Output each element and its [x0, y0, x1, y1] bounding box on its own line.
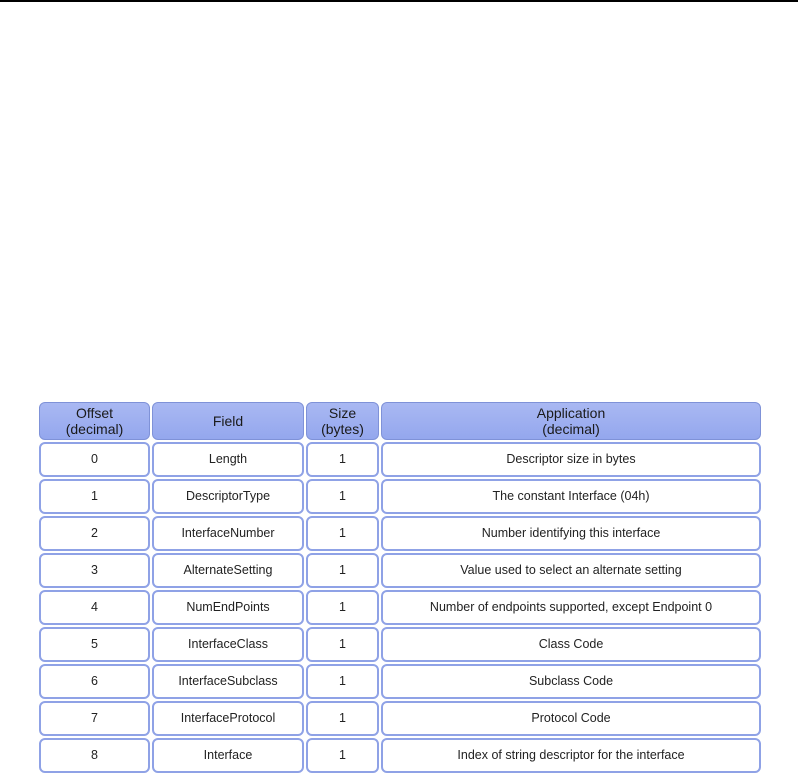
table-header-row	[39, 402, 761, 440]
cell-size: 1	[306, 442, 379, 477]
cell-size: 1	[306, 627, 379, 662]
cell-application: Number of endpoints supported, except Endpoint 0	[381, 590, 761, 625]
cell-field: AlternateSetting	[152, 553, 304, 588]
cell-field: DescriptorType	[152, 479, 304, 514]
cell-application: Number identifying this interface	[381, 516, 761, 551]
cell-offset: 2	[39, 516, 150, 551]
cell-offset: 0	[39, 442, 150, 477]
cell-field: Length	[152, 442, 304, 477]
table-row	[39, 479, 761, 514]
cell-size: 1	[306, 701, 379, 736]
cell-application: Protocol Code	[381, 701, 761, 736]
table-row	[39, 590, 761, 625]
cell-size: 1	[306, 479, 379, 514]
cell-field: InterfaceNumber	[152, 516, 304, 551]
cell-size: 1	[306, 553, 379, 588]
cell-field: NumEndPoints	[152, 590, 304, 625]
cell-field: InterfaceSubclass	[152, 664, 304, 699]
cell-application: Subclass Code	[381, 664, 761, 699]
header-offset: Offset (decimal)	[39, 402, 150, 440]
cell-application: Index of string descriptor for the interface	[381, 738, 761, 773]
cell-field: InterfaceClass	[152, 627, 304, 662]
cell-offset: 7	[39, 701, 150, 736]
cell-size: 1	[306, 590, 379, 625]
top-divider	[0, 0, 798, 2]
cell-offset: 8	[39, 738, 150, 773]
cell-offset: 1	[39, 479, 150, 514]
table-row	[39, 738, 761, 773]
table-row	[39, 627, 761, 662]
cell-field: InterfaceProtocol	[152, 701, 304, 736]
cell-offset: 4	[39, 590, 150, 625]
cell-application: Class Code	[381, 627, 761, 662]
cell-offset: 5	[39, 627, 150, 662]
table-row	[39, 442, 761, 477]
interface-descriptor-table	[39, 402, 761, 775]
table-row	[39, 701, 761, 736]
cell-application: Value used to select an alternate setting	[381, 553, 761, 588]
cell-field: Interface	[152, 738, 304, 773]
header-field: Field	[152, 402, 304, 440]
table-row	[39, 664, 761, 699]
header-application: Application (decimal)	[381, 402, 761, 440]
cell-application: The constant Interface (04h)	[381, 479, 761, 514]
table-row	[39, 516, 761, 551]
cell-size: 1	[306, 516, 379, 551]
cell-offset: 6	[39, 664, 150, 699]
cell-size: 1	[306, 738, 379, 773]
cell-offset: 3	[39, 553, 150, 588]
cell-size: 1	[306, 664, 379, 699]
header-size: Size (bytes)	[306, 402, 379, 440]
table-row	[39, 553, 761, 588]
cell-application: Descriptor size in bytes	[381, 442, 761, 477]
